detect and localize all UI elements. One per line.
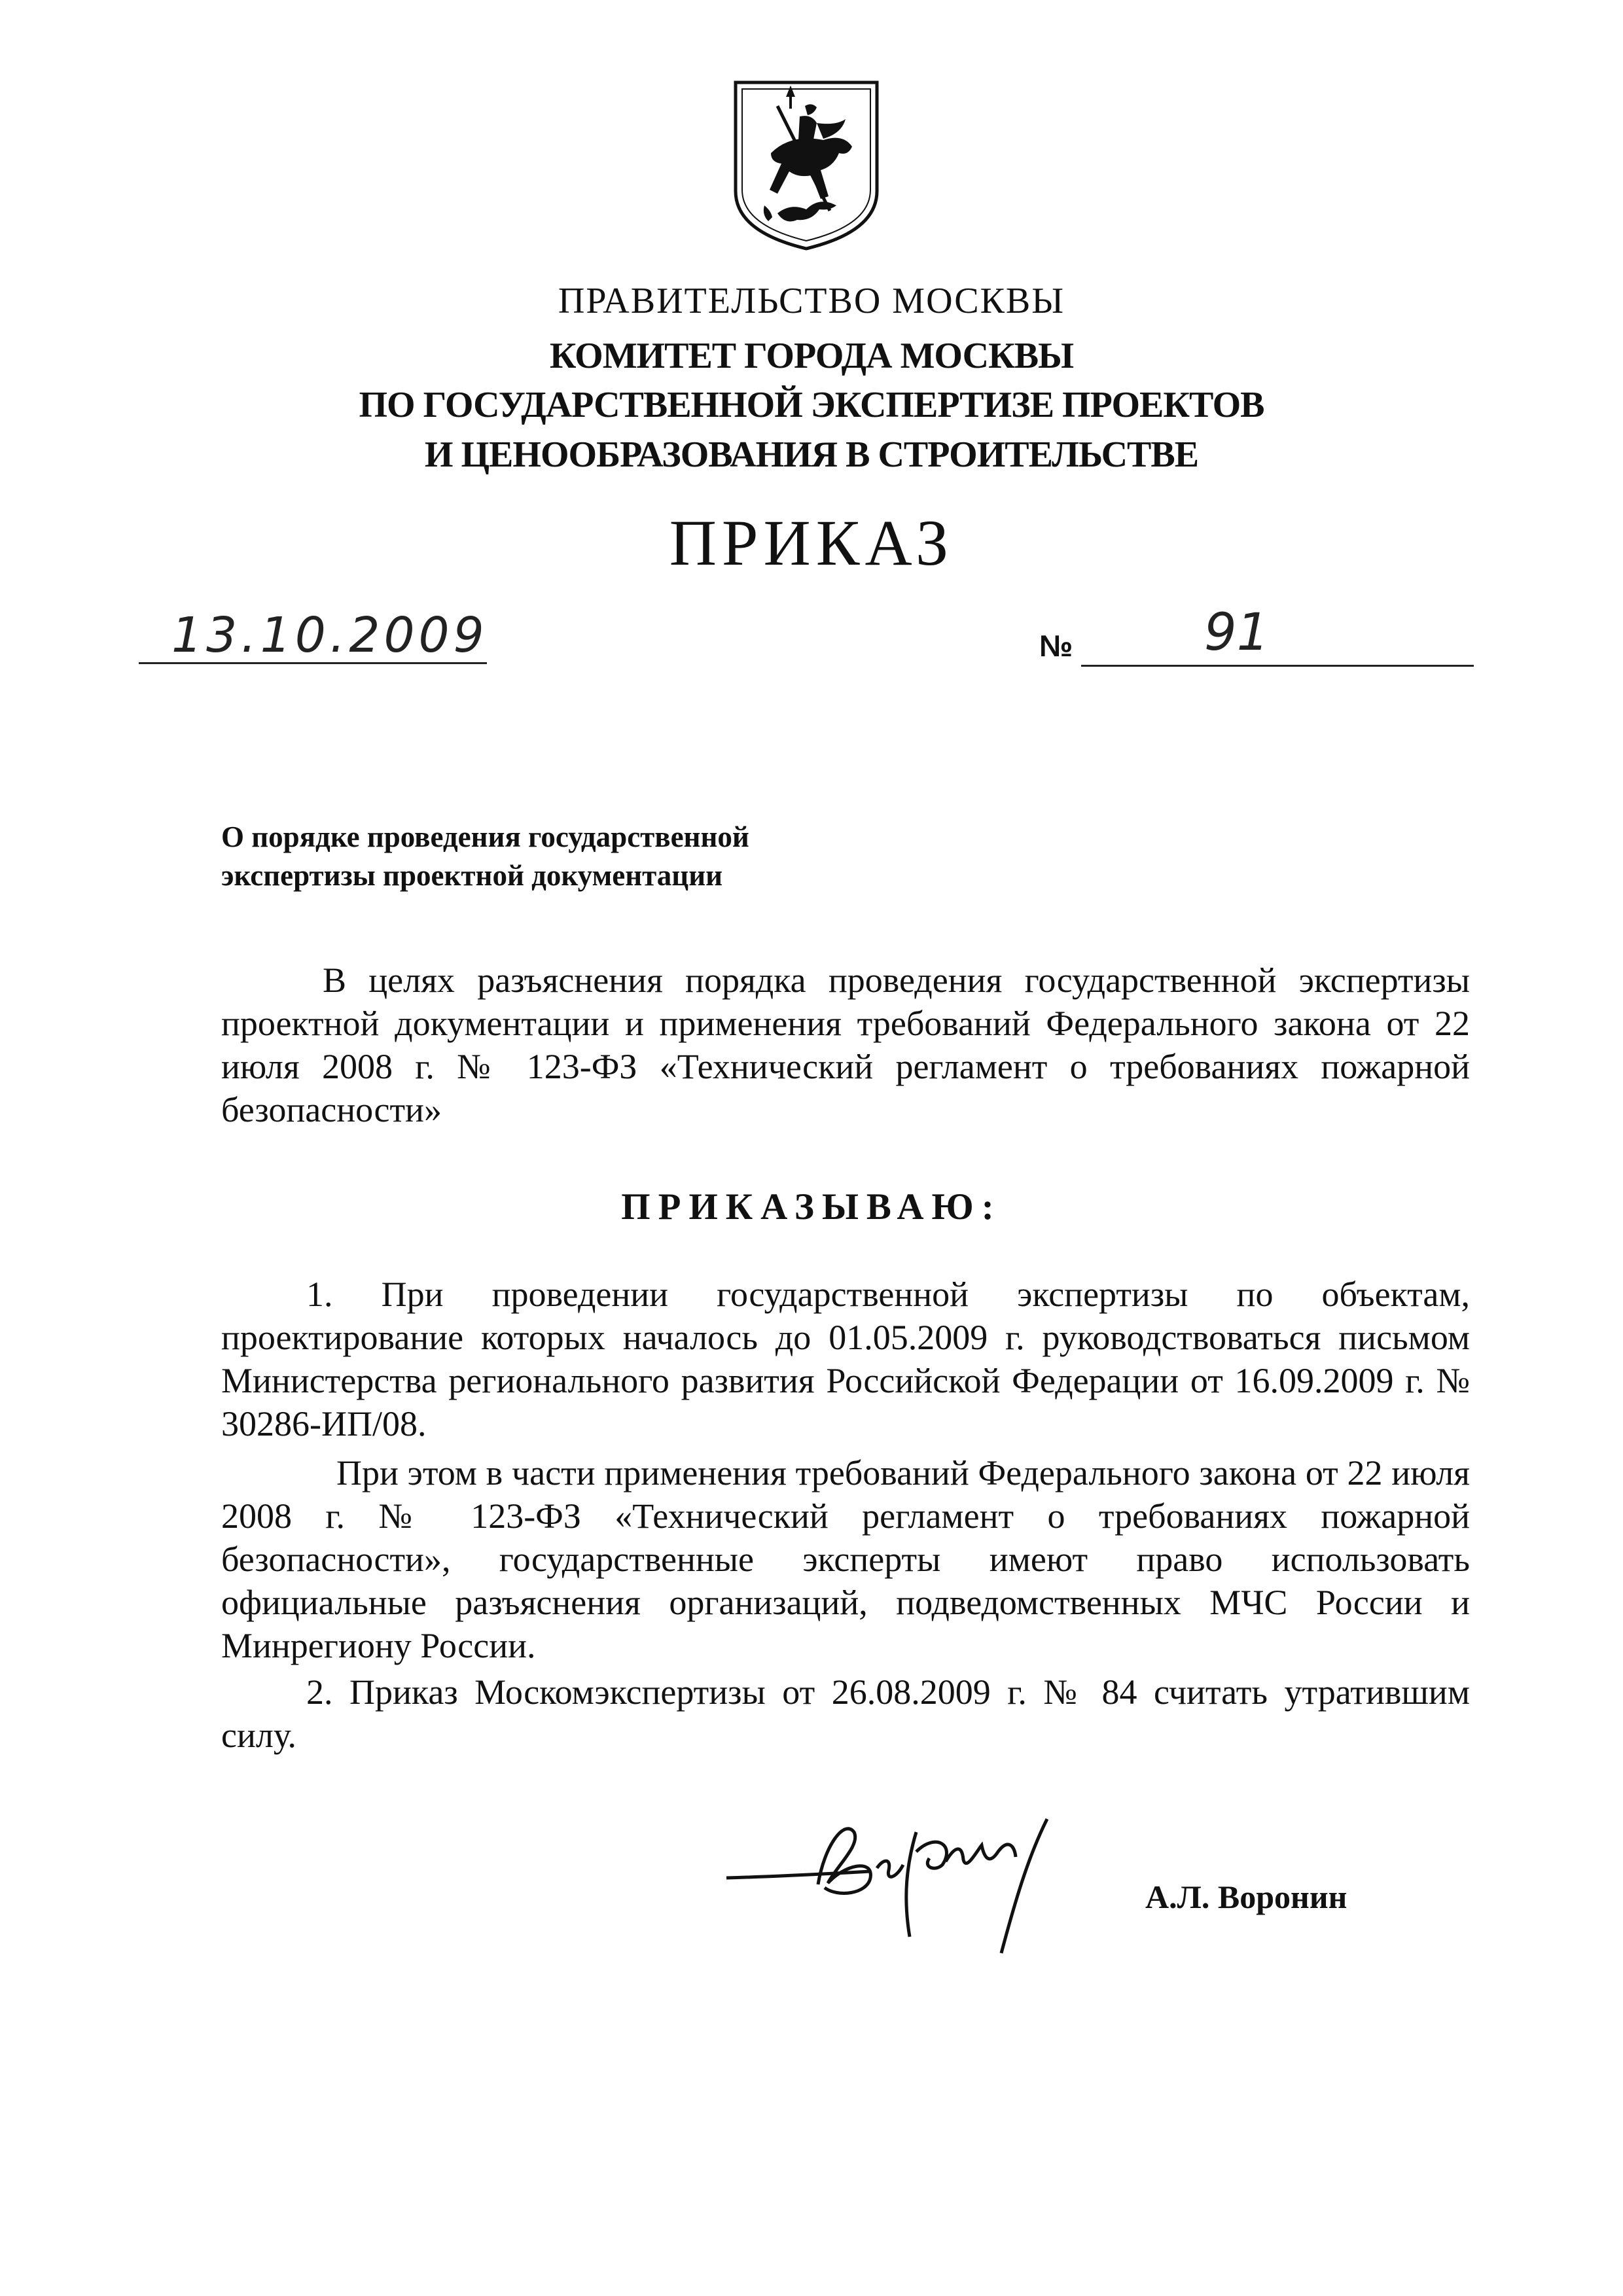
order-word-heading: ПРИКАЗЫВАЮ: xyxy=(621,1186,1002,1227)
handwritten-signature-icon xyxy=(720,1806,1145,1956)
handwritten-order-number: 91 xyxy=(1204,603,1270,662)
order-subject-line-2: экспертизы проектной документации xyxy=(221,859,723,892)
date-underline xyxy=(139,662,487,664)
preamble-paragraph: В целях разъяснения порядка проведения государственной экспертизы проектной документации и применения требований Федерального закона от 22 июля 2008 г. № 123-ФЗ «Технический регламент о требованиях пожарной безопасности» xyxy=(221,961,1470,1129)
committee-title-line-2: ПО ГОСУДАРСТВЕННОЙ ЭКСПЕРТИЗЕ ПРОЕКТОВ xyxy=(359,385,1264,425)
order-item-1: 1. При проведении государственной экспертизы по объектам, проектирование которых началось до 01.05.2009 г. руководствоваться письмом Министерства регионального развития Российской Федерации от 16.09.2009 г. № 30286-ИП/08. xyxy=(221,1275,1470,1443)
committee-title-line-3: И ЦЕНООБРАЗОВАНИЯ В СТРОИТЕЛЬСТВЕ xyxy=(424,434,1199,475)
order-subject-line-1: О порядке проведения государственной xyxy=(221,821,749,853)
signer-name: А.Л. Воронин xyxy=(1145,1879,1347,1915)
handwritten-date: 13.10.2009 xyxy=(171,607,488,663)
moscow-coat-of-arms-icon xyxy=(732,80,881,251)
committee-title-line-1: КОМИТЕТ ГОРОДА МОСКВЫ xyxy=(549,336,1074,376)
number-underline xyxy=(1081,665,1474,667)
document-type-title: ПРИКАЗ xyxy=(669,506,954,579)
order-subject xyxy=(221,818,749,895)
order-item-2: 2. Приказ Москомэкспертизы от 26.08.2009 г. № 84 считать утратившим силу. xyxy=(221,1672,1470,1755)
number-sign: № xyxy=(1039,629,1073,663)
government-title: ПРАВИТЕЛЬСТВО МОСКВЫ xyxy=(558,281,1065,321)
order-item-1-continuation: При этом в части применения требований Федерального закона от 22 июля 2008 г. № 123-ФЗ «Технический регламент о требованиях пожарной безопасности», государственные эксперты имеют право использовать официальные разъяснения организаций, подведомственных МЧС России и Минрегиону России. xyxy=(221,1453,1470,1665)
